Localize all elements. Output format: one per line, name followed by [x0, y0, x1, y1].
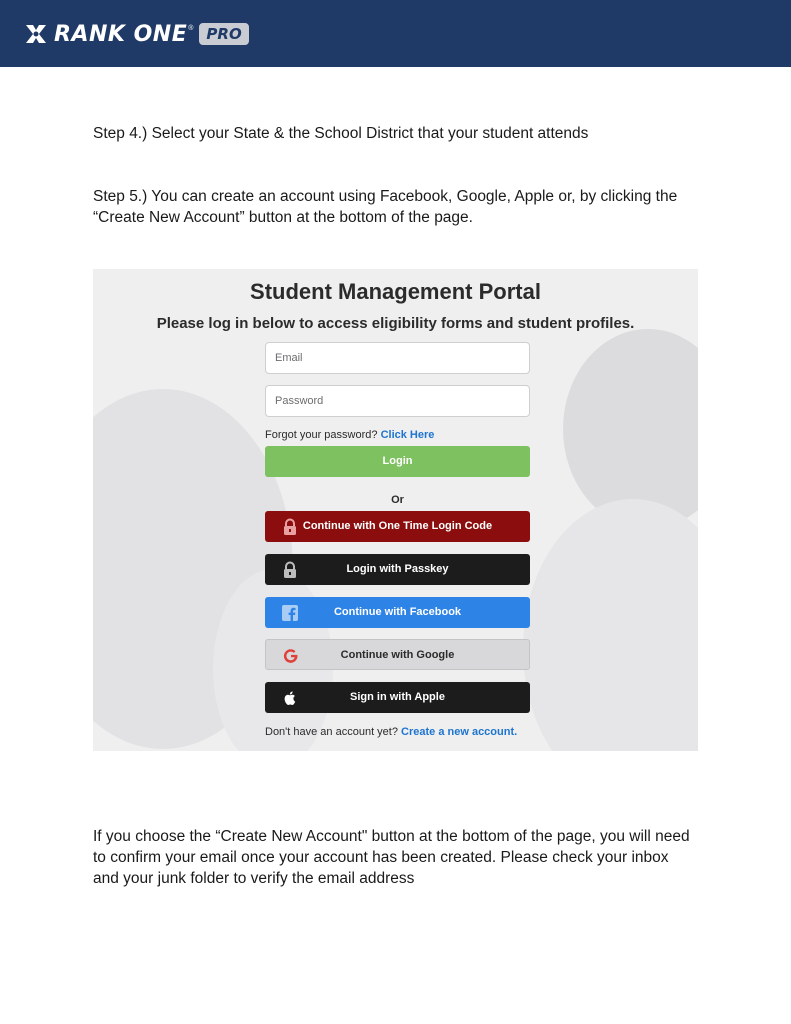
forgot-password [265, 429, 434, 441]
registered-mark: ® [188, 24, 194, 32]
header-bar [0, 0, 791, 67]
brand-name: RANK ONE [54, 21, 188, 47]
lock-icon [281, 561, 299, 579]
pro-badge: PRO [199, 23, 248, 45]
google-icon [282, 647, 300, 665]
note-line-2: to confirm your email once your account has been created. Please check your inbox [93, 849, 669, 866]
apple-label: Sign in with Apple [350, 691, 445, 703]
apple-button[interactable] [265, 682, 530, 713]
passkey-button[interactable] [265, 554, 530, 585]
step-4-line: Step 4.) Select your State & the School District that your student attends [93, 125, 589, 142]
no-account-text: Don't have an account yet? [265, 726, 398, 738]
or-divider: Or [391, 494, 404, 506]
facebook-label: Continue with Facebook [333, 606, 462, 618]
one-time-login-code-label: Continue with One Time Login Code [302, 520, 493, 532]
step-4-text [93, 123, 713, 144]
create-account-link[interactable]: Create a new account. [401, 726, 518, 738]
portal-title: Student Management Portal [250, 279, 541, 304]
step-5-line-2: “Create New Account” button at the bottom of the page. [93, 209, 473, 226]
forgot-password-text: Forgot your password? [265, 429, 378, 441]
login-button[interactable] [265, 446, 530, 477]
email-field[interactable]: Email [265, 342, 530, 374]
google-label: Continue with Google [340, 649, 455, 661]
background-photo-shape [523, 499, 698, 751]
password-field[interactable]: Password [265, 385, 530, 417]
facebook-button[interactable] [265, 597, 530, 628]
google-button[interactable] [265, 639, 530, 670]
facebook-icon [281, 604, 299, 622]
login-portal-screenshot [93, 269, 698, 751]
confirm-email-note [93, 826, 713, 889]
apple-icon [281, 689, 299, 707]
create-account-prompt [265, 726, 517, 738]
rank-one-mark-icon [24, 22, 48, 46]
forgot-password-link[interactable]: Click Here [380, 429, 435, 441]
one-time-login-code-button[interactable] [265, 511, 530, 542]
passkey-label: Login with Passkey [346, 563, 449, 575]
rank-one-logo [24, 20, 249, 48]
step-5-line-1: Step 5.) You can create an account using Facebook, Google, Apple or, by clicking the [93, 188, 678, 205]
note-line-1: If you choose the “Create New Account" button at the bottom of the page, you will need [93, 828, 690, 845]
step-5-text [93, 186, 713, 228]
note-line-3: and your junk folder to verify the email address [93, 870, 415, 887]
login-button-label: Login [382, 455, 413, 467]
portal-subtitle: Please log in below to access eligibility forms and student profiles. [156, 315, 635, 332]
lock-icon [281, 518, 299, 536]
